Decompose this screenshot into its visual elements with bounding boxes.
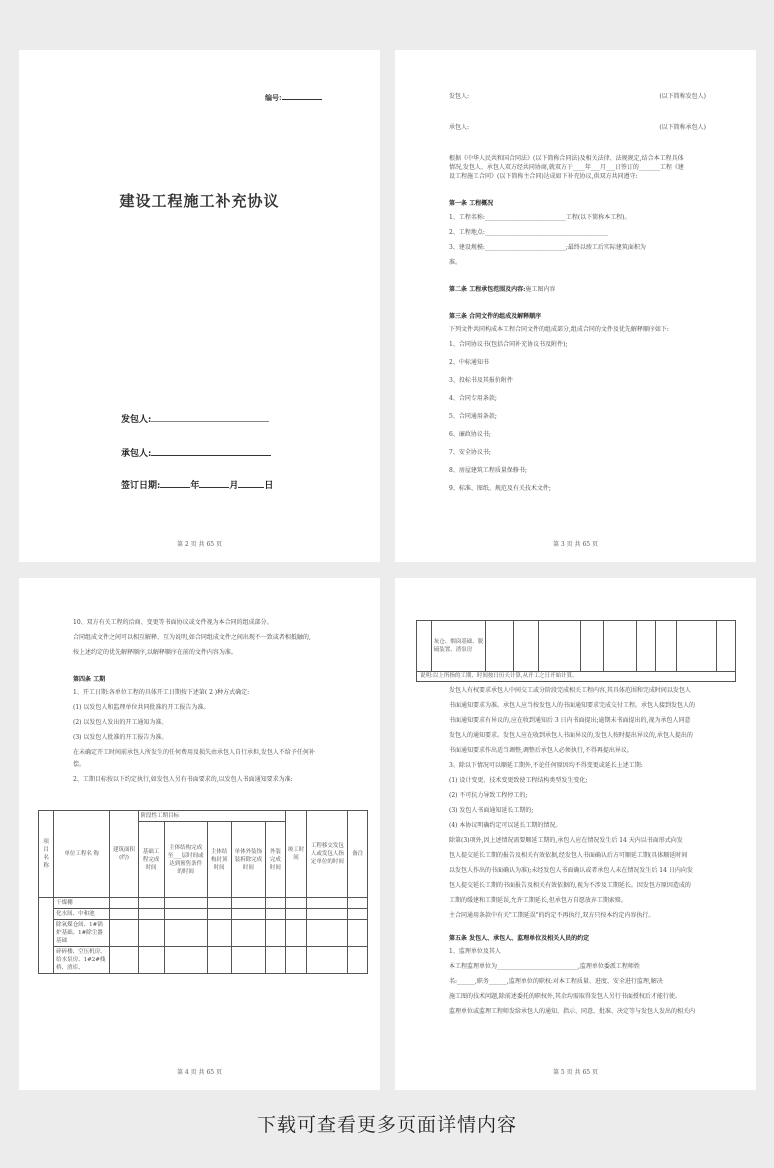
page-body <box>73 618 340 784</box>
article-3-item: 4、合同专用条款; <box>449 395 497 402</box>
year-label: 年 <box>190 481 200 491</box>
party-b-blank <box>151 448 271 456</box>
schedule-table-continued <box>416 620 736 672</box>
article-2-text: 施工图内容 <box>525 286 556 293</box>
intro-line: 根据《中华人民共和国合同法》(以下简称合同法)及相关法律、法规规定,结合本工程具体 <box>449 155 684 162</box>
page-footer: 第 4 页 共 65 页 <box>177 1069 222 1076</box>
table-row <box>417 621 736 672</box>
intro-line: 设工程施工合同》(以下简称主合同)达成如下补充协议,供双方共同遵守: <box>449 173 638 180</box>
article-3-item: 3、投标书及其报价附件 <box>449 377 513 384</box>
page-body <box>449 686 716 1016</box>
text-line: 按上述约定的优先解释顺序,以解释顺序在前的文件内容为准。 <box>73 649 237 656</box>
text-line: 发包人有权要求承包人中间交工或分阶段完成相关工程内容,其具体范围和完成时间以发包人 <box>449 687 691 694</box>
party-a-line <box>449 92 716 101</box>
article-3-title: 第三条 合同文件的组成及解释顺序 <box>449 313 542 320</box>
header-cell: 项目名称 <box>39 811 54 898</box>
article-1-item: 3、建设规模:___________________________;最终以竣工后实际建筑面积为 <box>449 244 646 251</box>
article-1-item: 准。 <box>449 259 462 266</box>
article-5-line: 监理单位或监理工程师发给承包人的通知、指示、同意、批准、决定等与发包人发出的相关内 <box>449 1008 696 1015</box>
document-page-2 <box>395 50 756 562</box>
text-line: 3、除以下情况可以顺延工期外,不论任何原因均不得变更或延长上述工期: <box>449 762 643 769</box>
number-label: 编号: <box>265 93 282 102</box>
page-footer: 第 2 页 共 65 页 <box>177 541 222 548</box>
text-line: 主合同通用条款中有关"工期延误"的约定不再执行,双方只按本约定内容执行。 <box>449 912 655 919</box>
document-page-4 <box>19 578 380 1090</box>
text-line: (3) 发包人书面通知延长工期的; <box>449 807 534 814</box>
party-a-signature <box>121 412 269 425</box>
sign-date-label: 签订日期: <box>121 481 161 491</box>
table-row <box>39 920 368 947</box>
table-row <box>39 947 368 974</box>
party-a-label: 发包人: <box>121 415 152 425</box>
contract-number <box>265 92 322 103</box>
header-cell: 单体外装饰装拆除完成时间 <box>231 822 266 898</box>
article-4-line: (1) 以发包人和监理单位共同批准的开工报告为准。 <box>73 704 210 711</box>
article-5-line: 1、监理单位及其人 <box>449 948 501 955</box>
article-3-item: 5、合同通用条款; <box>449 413 497 420</box>
party-b-signature <box>121 446 271 459</box>
header-cell: 基础工程完成时间 <box>138 822 164 898</box>
header-cell: 主体结构封顶时间 <box>207 822 231 898</box>
article-4-title: 第四条 工期 <box>73 676 106 683</box>
unit-name-cell: 干煤棚 <box>54 898 110 909</box>
text-line: 包人提交延长工期的书面报告及相关有效依据的,视为不涉及工期延长。因发包方原因造成的 <box>449 882 691 889</box>
header-cell: 工程移交发包人或发包人指定单位的时间 <box>307 811 348 898</box>
header-cell: 备注 <box>348 811 368 898</box>
article-4-line: 2、工期目标按以下约定执行,如发包人另有书面要求的,以发包人书面通知要求为准: <box>73 776 293 783</box>
article-3-item: 1、合同协议书(包括合同补充协议书及附件); <box>449 341 568 348</box>
table-row <box>39 909 368 920</box>
article-2 <box>449 285 716 294</box>
document-page-cover <box>19 50 380 562</box>
header-cell: 外装完成时间 <box>266 822 285 898</box>
party-b-label: 承包人: <box>449 124 470 131</box>
text-line: 书面通知要求有异议的,应在收到通知后 3 日内书面提出;逾期未书面提出的,视为承包人同意 <box>449 717 691 724</box>
party-b-note: (以下简称承包人) <box>659 124 706 131</box>
article-5-line: 本工程监理单位为___________________________,监理单位委派工程师姓 <box>449 963 640 970</box>
article-2-title: 第二条 工程承包范围及内容: <box>449 286 526 293</box>
unit-name-cell: 化水间、中和池 <box>54 909 110 920</box>
text-line: (2) 不可抗力导致工程停工的; <box>449 792 528 799</box>
article-3-item: 7、安全协议书; <box>449 449 491 456</box>
article-1-title: 第一条 工程概况 <box>449 200 494 207</box>
sign-date <box>121 478 273 491</box>
article-4-line: 1、开工日期:各单位工程的具体开工日期按下述第( 2 )种方式确定: <box>73 689 250 696</box>
text-line: 10、双方有关工程的洽商、变更等书面协议或文件视为本合同的组成部分。 <box>73 619 273 626</box>
article-4-line: (2) 以发包人发出的开工通知为准。 <box>73 719 168 726</box>
text-line: (1) 设计变更、技术变更致使工程结构类型发生变化; <box>449 777 588 784</box>
unit-name-cell: 灰仓、烟囱基础、脱硫装置、渣泵房 <box>431 621 486 672</box>
party-a-label: 发包人: <box>449 93 470 100</box>
intro-line: 情况,发包人、承包人双方经共同协商,就双方于____年___月___日签订的_______工程《建 <box>449 164 684 171</box>
month-label: 月 <box>229 481 239 491</box>
article-4-line: 偿。 <box>73 761 86 768</box>
party-a-note: (以下简称发包人) <box>659 93 706 100</box>
year-blank <box>160 480 190 488</box>
page-body <box>449 92 716 493</box>
unit-name-cell: 除氧煤仓间、1#锅炉基础、1#除尘器基础 <box>54 920 110 947</box>
header-cell: 阶段性工期目标 <box>138 811 285 822</box>
article-4-line: (3) 以发包人批准的开工报告为准。 <box>73 734 168 741</box>
number-blank <box>282 92 322 100</box>
article-3-item: 9、标准、图纸、规范及有关技术文件; <box>449 485 551 492</box>
text-line: 除第(3)项外,因上述情况需要顺延工期的,承包人应在情况发生后 14 天内以书面形式向发 <box>449 837 683 844</box>
article-3-item: 8、房屋建筑工程质量保修书; <box>449 467 527 474</box>
party-b-label: 承包人: <box>121 449 152 459</box>
download-more-caption[interactable]: 下载可查看更多页面详情内容 <box>256 1114 517 1136</box>
text-line: 书面通知要求为准。承包人应当按发包人的书面通知要求完成交付工程。承包人接到发包人的 <box>449 702 696 709</box>
article-5-line: 名:______,职务______,监理单位的职权:对本工程质量、进度、安全进行监理,解决 <box>449 978 663 985</box>
text-line: 发包人的通知要求。发包人应在收到承包人书面异议的,发包人按时提出异议的,承包人提出的 <box>449 732 693 739</box>
article-1-item: 2、工程地点:_________________________________________ <box>449 229 608 236</box>
header-cell: 主体结构完成至___层时间或达到预售条件的时间 <box>164 822 207 898</box>
article-5-line: 施工图的技术问题,除前述委托的职权外,其余均需取得发包人另行书面授权后才能行使。 <box>449 993 681 1000</box>
text-line: 工期的缓建和工期延误,允许工期延长,但承包方自愿放弃工期索赔。 <box>449 897 627 904</box>
header-cell: 单位工程名 称 <box>54 811 110 898</box>
article-5-title: 第五条 发包人、承包人、监理单位及相关人员的约定 <box>449 935 590 942</box>
article-3-item: 2、中标通知书 <box>449 359 489 366</box>
text-line: 合同组成文件之间可以相互解释、互为说明,如合同组成文件之间出现不一致或者相抵触的, <box>73 634 311 641</box>
schedule-table <box>38 810 368 974</box>
text-line: 以发包人作出的书面确认为准);未经发包人书面确认或者承包人未在情况发生后 14 日内向发 <box>449 867 693 874</box>
page-footer: 第 3 页 共 65 页 <box>553 541 598 548</box>
party-b-line <box>449 123 716 132</box>
table-note: 说明:以上所指的工期、时间按日历天计算,从开工之日开始计算。 <box>416 671 736 682</box>
document-title: 建设工程施工补充协议 <box>119 192 280 210</box>
unit-name-cell: 碎碎楼、空压机房、给水泵房、1#2#栈桥、渣库、 <box>54 947 110 974</box>
month-blank <box>199 480 229 488</box>
header-cell: 竣工时间 <box>285 811 307 898</box>
table-row <box>39 898 368 909</box>
day-blank <box>238 480 264 488</box>
text-line: 书面通知要求作出适当调整,调整后承包人必须执行,不得再提出异议。 <box>449 747 633 754</box>
header-cell: 建筑面积(约) <box>110 811 138 898</box>
article-1-item: 1、工程名称:___________________________工程(以下简称本工程)。 <box>449 214 631 221</box>
day-label: 日 <box>264 481 274 491</box>
party-a-blank <box>151 414 269 422</box>
text-line: 包人提交延长工期的报告及相关有效依据,经发包人书面确认后方可顺延工期(具体顺延时间 <box>449 852 688 859</box>
article-4-line: 在未确定开工时间前承包人所发生的任何费用及损失由承包人自行承担,发包人不给予任何补 <box>73 749 315 756</box>
page-footer: 第 5 页 共 65 页 <box>553 1069 598 1076</box>
text-line: (4) 本协议明确约定可以延长工期的情况。 <box>449 822 562 829</box>
article-3-item: 6、廉政协议书; <box>449 431 491 438</box>
document-page-5 <box>395 578 756 1090</box>
article-3-intro: 下列文件共同构成本工程合同文件的组成部分,组成合同的文件及优先解释顺序如下: <box>449 326 669 333</box>
